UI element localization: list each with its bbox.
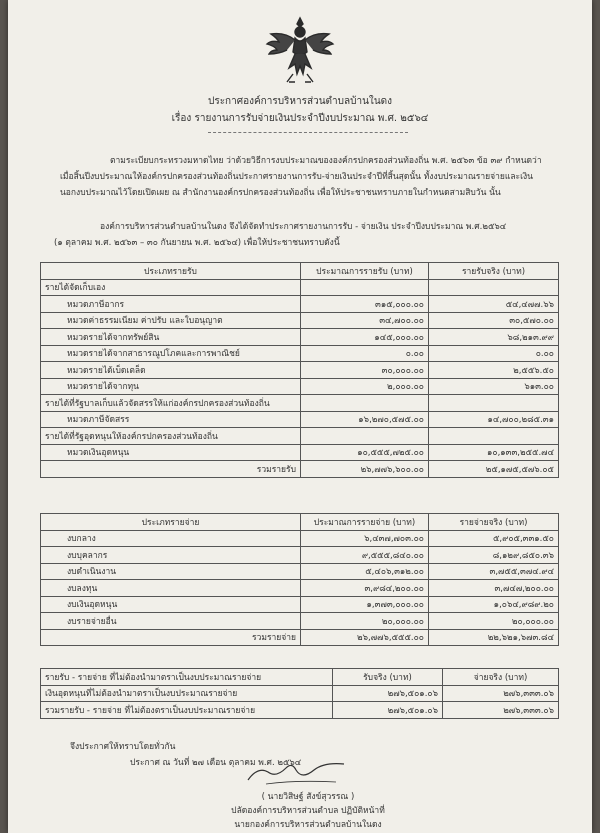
expense-row-actual: ๓,๗๕๕,๓๗๔.๙๔ bbox=[429, 563, 559, 580]
paragraph1-line1: ตามระเบียบกระทรวงมหาดไทย ว่าด้วยวิธีการงบประมาณขององค์กรปกครองส่วนท้องถิ่น พ.ศ. ๒๕๖๓ ข้อ ๓๙ กำหนดว่า bbox=[110, 156, 542, 166]
income-row bbox=[41, 362, 559, 379]
expense-row-actual: ๓,๗๔๗,๒๐๐.๐๐ bbox=[429, 580, 559, 597]
expense-row-estimate: ๙,๕๕๕,๘๔๐.๐๐ bbox=[301, 547, 429, 564]
summary-row bbox=[41, 685, 559, 702]
income-row-label: หมวดภาษีอากร bbox=[41, 296, 301, 313]
income-row-estimate: ๓๐,๐๐๐.๐๐ bbox=[301, 362, 429, 379]
summary-header-received: รับจริง (บาท) bbox=[333, 669, 443, 686]
income-row-actual: ๒,๕๕๖.๕๐ bbox=[429, 362, 559, 379]
signer-name: ( นายวิสิษฐ์ สังข์สุวรรณ ) bbox=[261, 792, 355, 802]
income-row-estimate: ๓๔,๗๐๐.๐๐ bbox=[301, 312, 429, 329]
summary-row-paid: ๒๗๖,๓๓๓.๐๖ bbox=[443, 685, 559, 702]
expense-row bbox=[41, 547, 559, 564]
income-row-actual: ๓๐,๕๗๐.๐๐ bbox=[429, 312, 559, 329]
income-row-estimate: ๑๔๕,๐๐๐.๐๐ bbox=[301, 329, 429, 346]
expense-row-estimate: ๑,๓๗๓,๐๐๐.๐๐ bbox=[301, 596, 429, 613]
expense-row bbox=[41, 629, 559, 646]
income-row bbox=[41, 411, 559, 428]
expense-row-label: งบบุคลากร bbox=[41, 547, 301, 564]
income-row-actual: ๖๑๓.๐๐ bbox=[429, 378, 559, 395]
income-row bbox=[41, 444, 559, 461]
expense-row-estimate: ๖,๔๓๗,๗๐๓.๐๐ bbox=[301, 530, 429, 547]
income-row-estimate bbox=[301, 395, 429, 412]
summary-header-paid: จ่ายจริง (บาท) bbox=[443, 669, 559, 686]
expense-row-label: งบรายจ่ายอื่น bbox=[41, 613, 301, 630]
expense-row-label: งบดำเนินงาน bbox=[41, 563, 301, 580]
expense-table bbox=[40, 513, 559, 646]
income-row-estimate bbox=[301, 428, 429, 445]
income-row-label: หมวดรายได้จากทุน bbox=[41, 378, 301, 395]
income-row-label: รวมรายรับ bbox=[41, 461, 301, 478]
garuda-emblem-icon bbox=[265, 14, 335, 86]
income-row bbox=[41, 378, 559, 395]
expense-row-estimate: ๒๖,๗๗๖,๕๕๕.๐๐ bbox=[301, 629, 429, 646]
income-row-actual: ๕๔,๔๗๗.๖๖ bbox=[429, 296, 559, 313]
income-row-estimate: ๑๐,๕๕๕,๗๒๕.๐๐ bbox=[301, 444, 429, 461]
summary-row bbox=[41, 702, 559, 719]
income-row bbox=[41, 279, 559, 296]
expense-row bbox=[41, 563, 559, 580]
expense-row-label: งบลงทุน bbox=[41, 580, 301, 597]
expense-row-label: รวมรายจ่าย bbox=[41, 629, 301, 646]
income-row bbox=[41, 461, 559, 478]
expense-row-actual: ๒๒,๖๒๑,๖๗๓.๘๔ bbox=[429, 629, 559, 646]
paragraph1-line3: นอกงบประมาณไว้โดยเปิดเผย ณ สำนักงานองค์กรปกครองส่วนท้องถิ่น เพื่อให้ประชาชนทราบภายในกำหนดสามสิบวัน นั้น bbox=[60, 188, 501, 198]
income-row-label: รายได้ที่รัฐอุดหนุนให้องค์กรปกครองส่วนท้องถิ่น bbox=[41, 428, 301, 445]
income-row-actual bbox=[429, 428, 559, 445]
income-header-type: ประเภทรายรับ bbox=[41, 263, 301, 280]
expense-header-type: ประเภทรายจ่าย bbox=[41, 514, 301, 531]
income-row-label: หมวดเงินอุดหนุน bbox=[41, 444, 301, 461]
summary-row-received: ๒๗๖,๕๐๑.๐๖ bbox=[333, 685, 443, 702]
income-row-label: หมวดรายได้เบ็ดเตล็ด bbox=[41, 362, 301, 379]
paragraph2-line2: (๑ ตุลาคม พ.ศ. ๒๕๖๓ – ๓๐ กันยายน พ.ศ. ๒๕๖๔) เพื่อให้ประชาชนทราบดังนี้ bbox=[54, 238, 340, 248]
income-row-actual: ๒๕,๑๗๕,๕๗๖.๐๕ bbox=[429, 461, 559, 478]
income-row-estimate: ๒๖,๗๗๖,๖๐๐.๐๐ bbox=[301, 461, 429, 478]
announce-text: จึงประกาศให้ทราบโดยทั่วกัน bbox=[70, 742, 176, 752]
income-row-label: รายได้ที่รัฐบาลเก็บแล้วจัดสรรให้แก่องค์กรปกครองส่วนท้องถิ่น bbox=[41, 395, 301, 412]
expense-row-label: งบกลาง bbox=[41, 530, 301, 547]
income-row bbox=[41, 329, 559, 346]
expense-row bbox=[41, 596, 559, 613]
income-row-estimate: ๐.๐๐ bbox=[301, 345, 429, 362]
income-row-label: รายได้จัดเก็บเอง bbox=[41, 279, 301, 296]
income-row bbox=[41, 395, 559, 412]
income-row-label: หมวดภาษีจัดสรร bbox=[41, 411, 301, 428]
income-row-estimate bbox=[301, 279, 429, 296]
income-row-actual bbox=[429, 279, 559, 296]
expense-header-estimate: ประมาณการรายจ่าย (บาท) bbox=[301, 514, 429, 531]
income-row-estimate: ๑๖,๒๗๐,๕๗๕.๐๐ bbox=[301, 411, 429, 428]
signer-position-2: นายกองค์การบริหารส่วนตำบลบ้านในดง bbox=[234, 820, 382, 830]
document-subject: เรื่อง รายงานการรับจ่ายเงินประจำปีงบประมาณ พ.ศ. ๒๕๖๔ bbox=[171, 113, 429, 124]
expense-header-actual: รายจ่ายจริง (บาท) bbox=[429, 514, 559, 531]
document-page bbox=[8, 0, 592, 833]
expense-row bbox=[41, 580, 559, 597]
summary-row-received: ๒๗๖,๕๐๑.๐๖ bbox=[333, 702, 443, 719]
announce-date: ประกาศ ณ วันที่ ๒๗ เดือน ตุลาคม พ.ศ. ๒๕๖๔ bbox=[130, 758, 302, 768]
income-row-label: หมวดรายได้จากสาธารณูปโภคและการพาณิชย์ bbox=[41, 345, 301, 362]
paragraph1-line2: เมื่อสิ้นปีงบประมาณให้องค์กรปกครองส่วนท้องถิ่นประกาศรายงานการรับ-จ่ายเงินประจำปีที่สิ้นสุดนั้น ทั้งงบประมาณรายจ่ายและเงิน bbox=[60, 172, 533, 182]
income-row-actual: ๐.๐๐ bbox=[429, 345, 559, 362]
signature-icon bbox=[246, 758, 346, 788]
income-header-estimate: ประมาณการรายรับ (บาท) bbox=[301, 263, 429, 280]
income-row-actual bbox=[429, 395, 559, 412]
income-row bbox=[41, 345, 559, 362]
income-row bbox=[41, 312, 559, 329]
document-title: ประกาศองค์การบริหารส่วนตำบลบ้านในดง bbox=[207, 96, 393, 107]
signer-position-1: ปลัดองค์การบริหารส่วนตำบล ปฏิบัติหน้าที่ bbox=[231, 806, 385, 816]
income-row-label: หมวดรายได้จากทรัพย์สิน bbox=[41, 329, 301, 346]
expense-row bbox=[41, 613, 559, 630]
income-header-actual: รายรับจริง (บาท) bbox=[429, 263, 559, 280]
summary-header-label: รายรับ - รายจ่าย ที่ไม่ต้องนำมาตราเป็นงบประมาณรายจ่าย bbox=[41, 669, 333, 686]
summary-row-paid: ๒๗๖,๓๓๓.๐๖ bbox=[443, 702, 559, 719]
expense-row-actual: ๕,๙๐๕,๓๓๑.๕๐ bbox=[429, 530, 559, 547]
income-row-actual: ๖๘,๒๑๓.๙๙ bbox=[429, 329, 559, 346]
expense-row-actual: ๒๐,๐๐๐.๐๐ bbox=[429, 613, 559, 630]
income-row bbox=[41, 296, 559, 313]
income-row bbox=[41, 428, 559, 445]
income-row-label: หมวดค่าธรรมเนียม ค่าปรับ และใบอนุญาต bbox=[41, 312, 301, 329]
expense-row-estimate: ๓,๙๘๔,๒๐๐.๐๐ bbox=[301, 580, 429, 597]
expense-row-actual: ๘,๑๒๙,๘๕๐.๓๖ bbox=[429, 547, 559, 564]
summary-table bbox=[40, 668, 559, 719]
expense-row-actual: ๑,๐๖๔,๙๘๙.๒๐ bbox=[429, 596, 559, 613]
expense-row-label: งบเงินอุดหนุน bbox=[41, 596, 301, 613]
income-row-actual: ๑๐,๑๓๓,๒๕๕.๗๔ bbox=[429, 444, 559, 461]
title-divider bbox=[208, 132, 408, 133]
summary-row-label: รวมรายรับ - รายจ่าย ที่ไม่ต้องตราเป็นงบประมาณรายจ่าย bbox=[41, 702, 333, 719]
summary-row-label: เงินอุดหนุนที่ไม่ต้องนำมาตราเป็นงบประมาณรายจ่าย bbox=[41, 685, 333, 702]
income-row-estimate: ๒,๐๐๐.๐๐ bbox=[301, 378, 429, 395]
expense-row-estimate: ๒๐,๐๐๐.๐๐ bbox=[301, 613, 429, 630]
income-row-estimate: ๓๑๕,๐๐๐.๐๐ bbox=[301, 296, 429, 313]
paragraph2-line1: องค์การบริหารส่วนตำบลบ้านในดง จึงได้จัดทำประกาศรายงานการรับ - จ่ายเงิน ประจำปีงบประมาณ พ.ศ.๒๕๖๔ bbox=[100, 222, 507, 232]
expense-row-estimate: ๕,๔๐๖,๓๑๒.๐๐ bbox=[301, 563, 429, 580]
expense-row bbox=[41, 530, 559, 547]
income-table bbox=[40, 262, 559, 478]
income-row-actual: ๑๔,๗๐๐,๒๘๕.๓๑ bbox=[429, 411, 559, 428]
